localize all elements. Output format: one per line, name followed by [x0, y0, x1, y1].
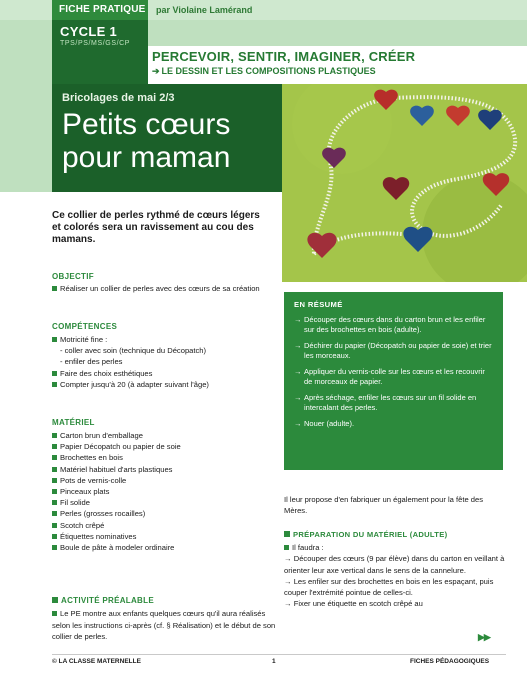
preparation-heading: PRÉPARATION DU MATÉRIEL (ADULTE)	[284, 530, 447, 539]
banner-kicker: Bricolages de mai 2/3	[62, 92, 175, 104]
preparation-text	[284, 542, 506, 610]
competences-heading: COMPÉTENCES	[52, 322, 118, 331]
bullet-square-icon	[52, 371, 57, 376]
page-number: 1	[272, 658, 276, 665]
materiel-list	[52, 430, 277, 553]
list-item: Faire des choix esthétiques	[52, 368, 277, 379]
activite-heading: ACTIVITÉ PRÉALABLE	[52, 596, 154, 605]
arrow-right-icon: →	[294, 393, 302, 402]
footer-section: FICHES PÉDAGOGIQUES	[410, 658, 490, 665]
preparation-line: → Découper des cœurs (9 par élève) dans du carton en veillant à orienter leur axe vertical dans le sens de la cannelure.	[284, 554, 505, 575]
list-item: Matériel habituel d'arts plastiques	[52, 464, 277, 475]
bullet-square-icon	[52, 455, 57, 460]
list-item: Motricité fine :	[52, 334, 277, 345]
list-item: Compter jusqu'à 20 (à adapter suivant l'âge)	[52, 379, 277, 390]
bullet-square-icon	[52, 286, 57, 291]
author-byline: par Violaine Lamérand	[156, 5, 253, 15]
resume-item: → Après séchage, enfiler les cœurs sur un fil solide en intercalant des perles.	[294, 393, 477, 412]
list-item: Fil solide	[52, 497, 277, 508]
objectif-heading: OBJECTIF	[52, 272, 94, 281]
theme-subtitle-text: LE DESSIN ET LES COMPOSITIONS PLASTIQUES	[161, 66, 376, 76]
bullet-square-icon	[52, 337, 57, 342]
fiche-pratique-label: FICHE PRATIQUE	[52, 0, 148, 20]
arrow-right-icon: →	[294, 315, 302, 324]
list-item: Boule de pâte à modeler ordinaire	[52, 542, 277, 553]
continue-arrows-icon: ▶▶	[478, 632, 490, 642]
activite-text: Le PE montre aux enfants quelques cœurs qu'il aura réalisés selon les instructions ci-après (cf. § Réalisation) et le début de son collier de perles.	[52, 609, 276, 641]
left-green-margin	[0, 46, 52, 192]
list-item: Brochettes en bois	[52, 452, 277, 463]
bullet-square-icon	[52, 523, 57, 528]
list-subitem: - enfiler des perles	[60, 357, 123, 367]
objectif-list	[52, 283, 277, 294]
bullet-square-icon	[52, 534, 57, 539]
bullet-square-icon	[52, 597, 58, 603]
cycle-box	[52, 20, 148, 84]
list-item: Étiquettes nominatives	[52, 531, 277, 542]
bullet-square-icon	[52, 467, 57, 472]
bullet-square-icon	[284, 545, 289, 550]
arrow-right-icon: →	[294, 367, 302, 376]
title-line-1: Petits cœurs	[62, 108, 231, 141]
bullet-square-icon	[52, 444, 57, 449]
resume-box	[284, 292, 503, 470]
bullet-square-icon	[52, 478, 57, 483]
page-title	[62, 108, 272, 174]
necklace-photo	[282, 84, 527, 282]
resume-item: → Déchirer du papier (Décopatch ou papier de soie) et trier les morceaux.	[294, 341, 492, 360]
bullet-square-icon	[52, 382, 57, 387]
cycle-sections: TPS/PS/MS/GS/CP	[60, 40, 131, 47]
preparation-line: → Fixer une étiquette en scotch crêpé au	[284, 599, 423, 609]
resume-item: → Nouer (adulte).	[294, 419, 355, 428]
intro-text: Ce collier de perles rythmé de cœurs légers et colorés sera un ravissement au cou des mamans.	[52, 210, 260, 245]
resume-item: → Découper des cœurs dans du carton brun et les enfiler sur des brochettes en bois (adulte).	[294, 315, 486, 334]
theme-title: PERCEVOIR, SENTIR, IMAGINER, CRÉER	[152, 49, 416, 64]
bullet-square-icon	[52, 489, 57, 494]
list-item: Carton brun d'emballage	[52, 430, 277, 441]
theme-subtitle	[152, 66, 376, 77]
bullet-square-icon	[52, 511, 57, 516]
list-item: Papier Décopatch ou papier de soie	[52, 441, 277, 452]
list-item: Pinceaux plats	[52, 486, 277, 497]
materiel-heading: MATÉRIEL	[52, 418, 95, 427]
resume-item: → Appliquer du vernis-colle sur les cœurs et les recouvrir de morceaux de papier.	[294, 367, 485, 386]
bullet-square-icon	[52, 500, 57, 505]
footer-copyright: © LA CLASSE MATERNELLE	[52, 658, 141, 665]
preparation-line: Il faudra :	[284, 542, 506, 553]
arrow-right-icon: →	[294, 419, 302, 428]
arrow-right-icon: →	[294, 341, 302, 350]
bullet-square-icon	[284, 531, 290, 537]
resume-heading: EN RÉSUMÉ	[294, 300, 343, 309]
necklace-illustration	[282, 84, 527, 282]
preparation-line: → Les enfiler sur des brochettes en bois en les espaçant, puis couper l'extrémité pointue de celles-ci.	[284, 576, 494, 598]
right-paragraph: Il leur propose d'en fabriquer un également pour la fête des Mères.	[284, 495, 484, 516]
footer-divider	[52, 654, 506, 655]
list-item: Réaliser un collier de perles avec des cœurs de sa création	[52, 283, 277, 294]
bullet-square-icon	[52, 611, 57, 616]
competences-list	[52, 334, 277, 390]
title-banner	[52, 84, 282, 192]
title-line-2: pour maman	[62, 141, 231, 174]
bullet-square-icon	[52, 433, 57, 438]
list-item: Perles (grosses rocailles)	[52, 508, 277, 519]
bullet-square-icon	[52, 545, 57, 550]
cycle-title: CYCLE 1	[60, 24, 118, 39]
list-item: Scotch crêpé	[52, 520, 277, 531]
list-subitem: - coller avec soin (technique du Décopatch)	[60, 346, 207, 356]
list-item: Pots de vernis-colle	[52, 475, 277, 486]
arrow-right-icon: ➔	[152, 66, 160, 76]
